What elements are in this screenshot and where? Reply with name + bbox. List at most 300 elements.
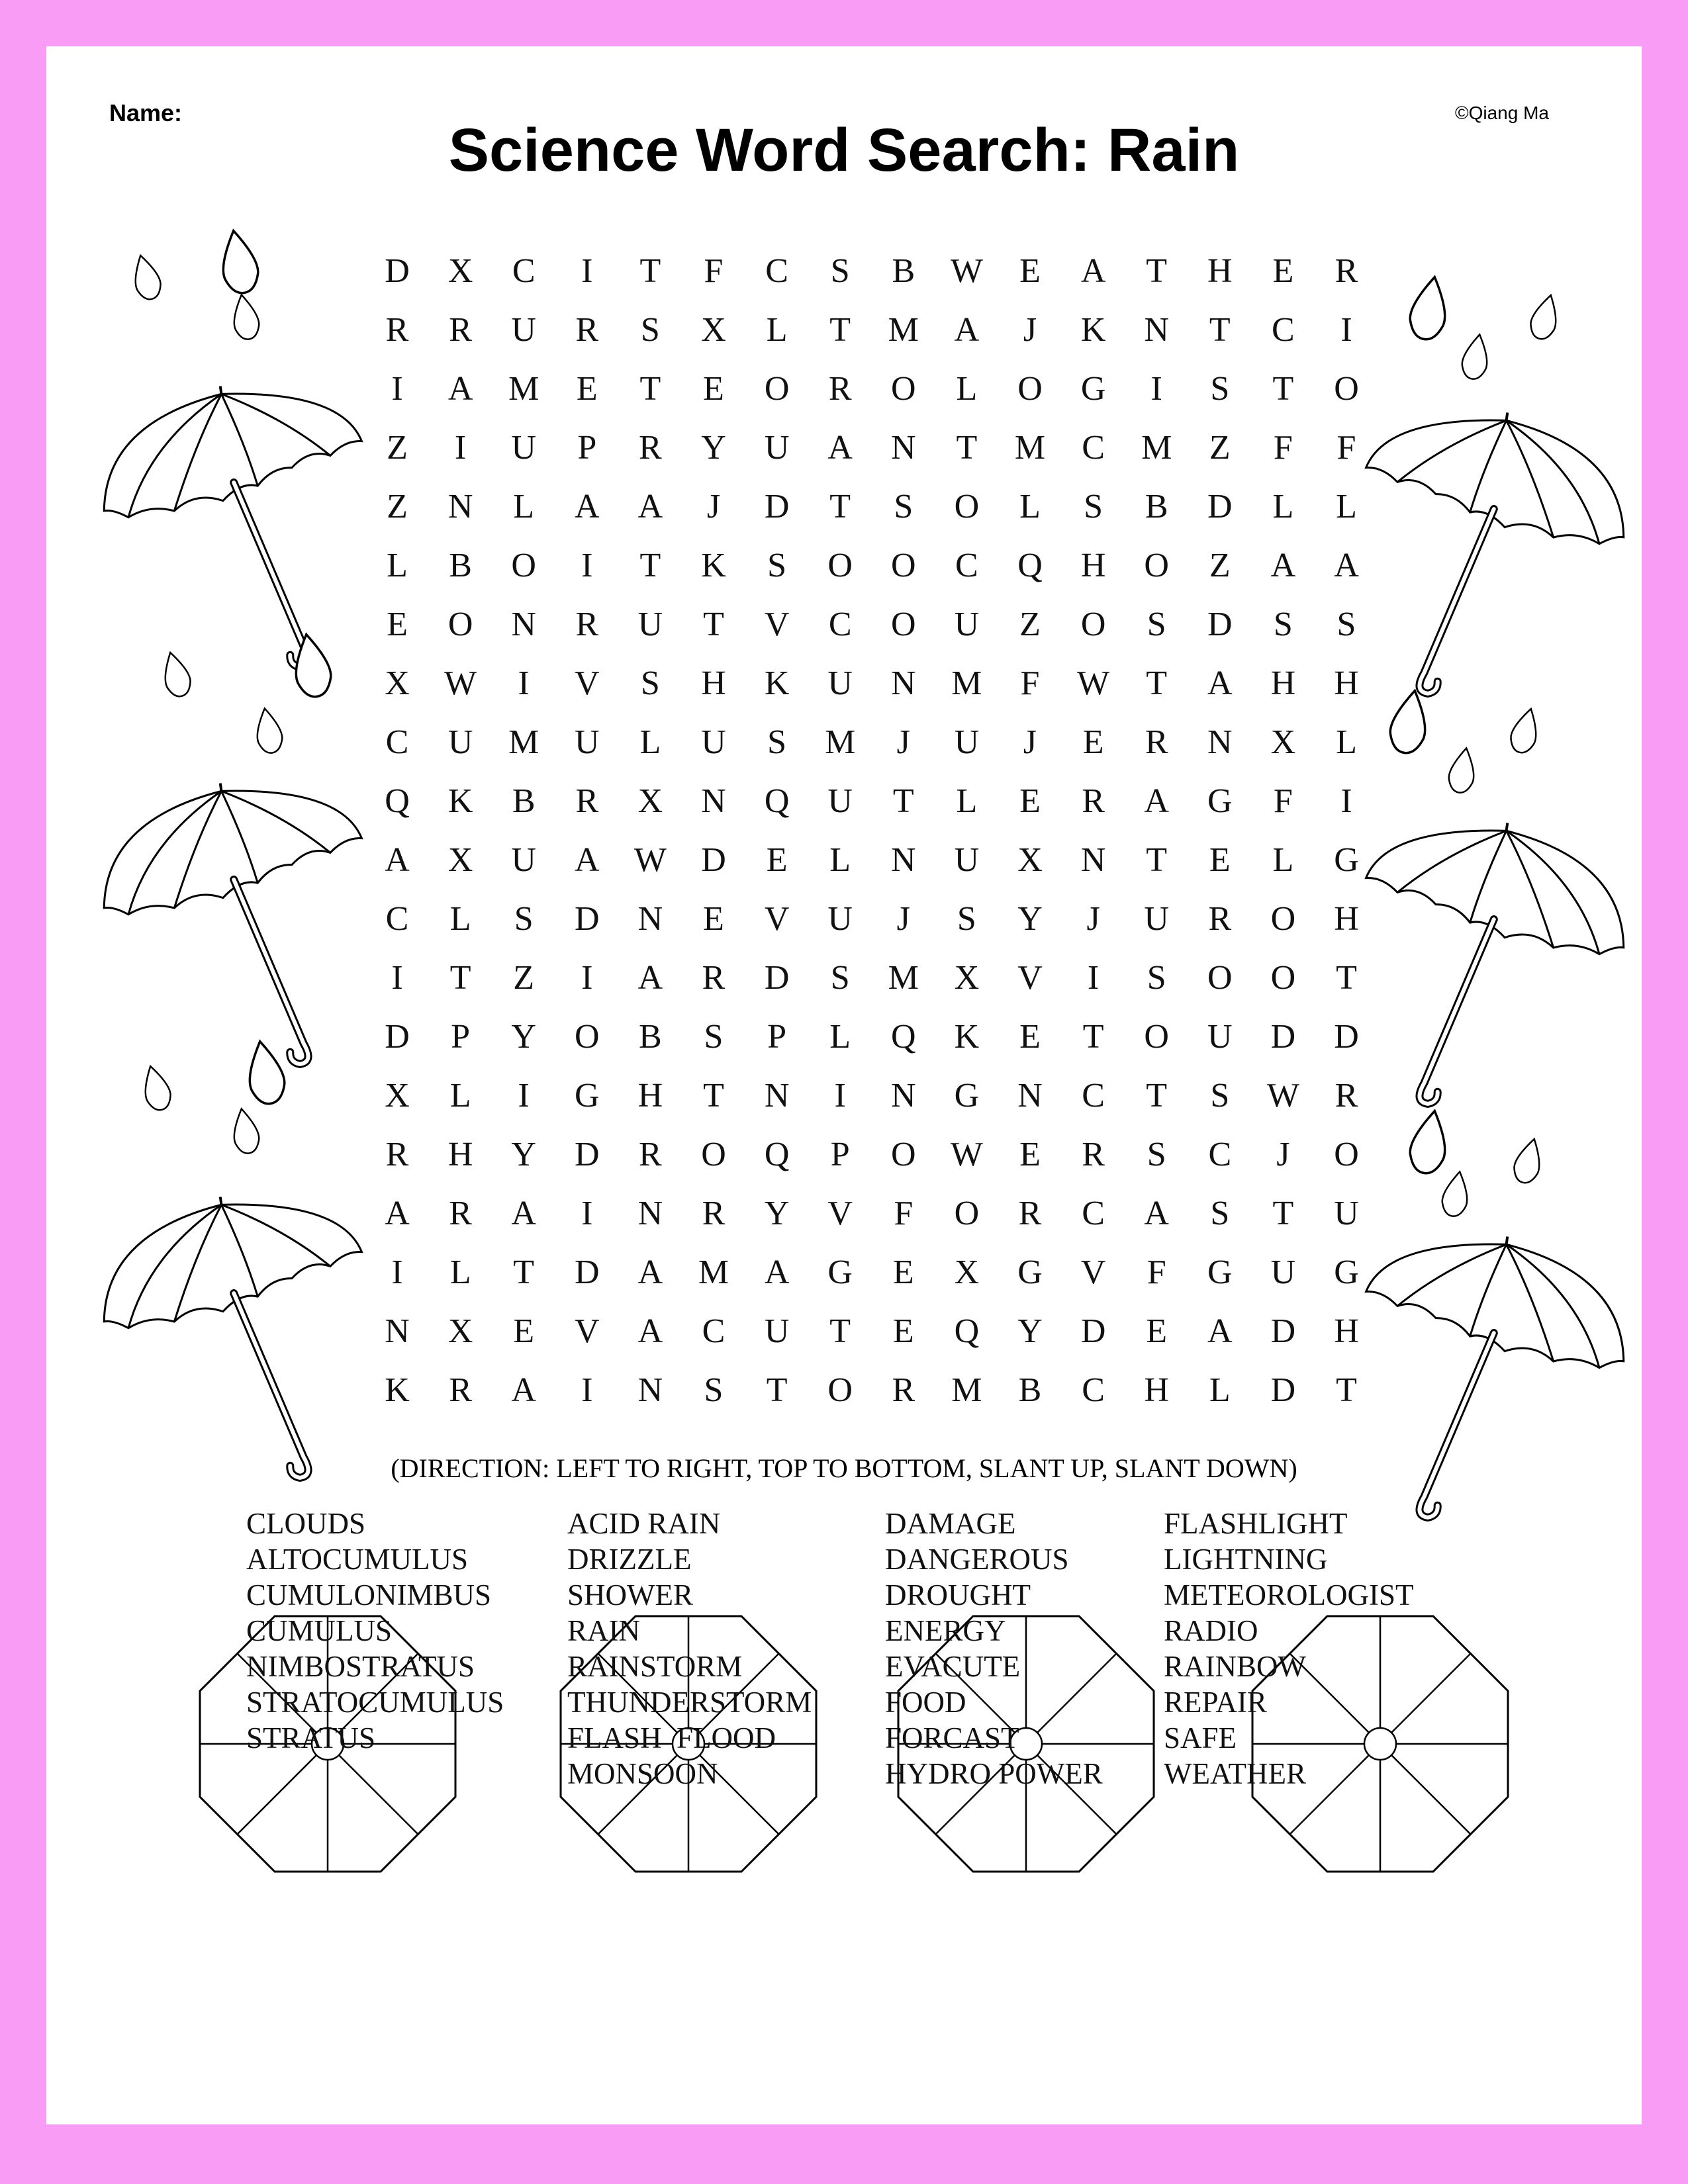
grid-letter: E bbox=[576, 370, 598, 408]
grid-letter: R bbox=[1145, 723, 1168, 761]
grid-letter: R bbox=[575, 782, 599, 820]
grid-letter: L bbox=[387, 547, 408, 584]
grid-letter: G bbox=[827, 1253, 853, 1291]
word-list-item: SAFE bbox=[1164, 1721, 1237, 1754]
grid-letter: I bbox=[581, 252, 593, 290]
word-list-item: CUMULONIMBUS bbox=[246, 1578, 492, 1612]
word-list-item: DANGEROUS bbox=[885, 1543, 1069, 1576]
grid-letter: X bbox=[385, 664, 410, 702]
grid-letter: M bbox=[1141, 429, 1172, 467]
grid-letter: I bbox=[391, 959, 403, 997]
raindrop-icon bbox=[1440, 1169, 1472, 1218]
raindrop-icon bbox=[243, 1038, 288, 1107]
grid-letter: G bbox=[575, 1077, 600, 1115]
name-label: Name: bbox=[109, 99, 183, 126]
grid-letter: O bbox=[511, 547, 536, 584]
word-list-item: NIMBOSTRATUS bbox=[246, 1650, 475, 1683]
grid-letter: I bbox=[1087, 959, 1100, 997]
grid-letter: R bbox=[449, 311, 472, 349]
grid-letter: R bbox=[702, 1195, 726, 1232]
grid-letter: N bbox=[637, 900, 663, 938]
grid-letter: N bbox=[891, 1077, 916, 1115]
grid-letter: B bbox=[512, 782, 536, 820]
grid-letter: W bbox=[1266, 1077, 1299, 1115]
raindrop-icon bbox=[1507, 705, 1543, 755]
grid-letter: R bbox=[1208, 900, 1232, 938]
grid-letter: A bbox=[1270, 547, 1296, 584]
word-list-item: DROUGHT bbox=[885, 1578, 1031, 1612]
grid-letter: O bbox=[1144, 1018, 1169, 1056]
raindrop-icon bbox=[216, 228, 261, 296]
grid-letter: R bbox=[639, 429, 662, 467]
grid-letter: N bbox=[637, 1195, 663, 1232]
grid-letter: S bbox=[1147, 606, 1166, 643]
grid-letter: U bbox=[954, 841, 980, 879]
raindrop-icon bbox=[229, 293, 261, 341]
grid-letter: O bbox=[1334, 370, 1359, 408]
grid-letter: I bbox=[1150, 370, 1162, 408]
grid-letter: E bbox=[1272, 252, 1294, 290]
grid-letter: U bbox=[827, 664, 853, 702]
grid-letter: S bbox=[767, 723, 787, 761]
grid-row bbox=[377, 948, 1397, 1007]
grid-letter: E bbox=[1019, 1018, 1041, 1056]
grid-letter: E bbox=[703, 900, 724, 938]
word-list-item: FORCAST bbox=[885, 1721, 1019, 1754]
grid-letter: T bbox=[1146, 1077, 1168, 1115]
grid-letter: F bbox=[894, 1195, 914, 1232]
grid-letter: S bbox=[514, 900, 534, 938]
grid-letter: N bbox=[891, 429, 916, 467]
grid-letter: J bbox=[1023, 311, 1037, 349]
grid-letter: O bbox=[891, 370, 916, 408]
grid-letter: T bbox=[766, 1371, 788, 1409]
grid-letter: T bbox=[1336, 1371, 1357, 1409]
grid-letter: L bbox=[1272, 488, 1294, 525]
word-list-item: RAINSTORM bbox=[567, 1650, 743, 1683]
grid-letter: T bbox=[829, 311, 851, 349]
grid-row bbox=[377, 1243, 1397, 1302]
grid-letter: L bbox=[449, 900, 471, 938]
grid-letter: V bbox=[1080, 1253, 1106, 1291]
grid-letter: I bbox=[391, 370, 403, 408]
grid-letter: I bbox=[1340, 782, 1352, 820]
grid-letter: R bbox=[1335, 1077, 1358, 1115]
grid-letter: P bbox=[451, 1018, 471, 1056]
grid-letter: A bbox=[385, 1195, 410, 1232]
word-list-item: THUNDERSTORM bbox=[567, 1686, 812, 1719]
grid-letter: J bbox=[896, 900, 910, 938]
grid-letter: C bbox=[955, 547, 978, 584]
grid-letter: J bbox=[896, 723, 910, 761]
grid-letter: I bbox=[518, 1077, 530, 1115]
word-list-item: ALTOCUMULUS bbox=[246, 1543, 469, 1576]
raindrop-icon bbox=[158, 649, 194, 699]
grid-letter: S bbox=[1210, 1077, 1230, 1115]
grid-letter: Z bbox=[387, 429, 408, 467]
grid-letter: E bbox=[1019, 252, 1041, 290]
grid-letter: C bbox=[385, 900, 409, 938]
grid-letter: T bbox=[639, 370, 661, 408]
grid-letter: Z bbox=[1019, 606, 1041, 643]
grid-letter: V bbox=[575, 664, 600, 702]
grid-letter: T bbox=[639, 252, 661, 290]
grid-letter: A bbox=[385, 841, 410, 879]
grid-letter: I bbox=[391, 1253, 403, 1291]
word-list-item: DAMAGE bbox=[885, 1507, 1016, 1540]
grid-letter: Y bbox=[701, 429, 726, 467]
word-list-column-4 bbox=[1164, 1506, 1413, 1792]
grid-letter: J bbox=[1023, 723, 1037, 761]
grid-letter: I bbox=[518, 664, 530, 702]
grid-letter: T bbox=[1209, 311, 1231, 349]
grid-letter: V bbox=[1017, 959, 1043, 997]
word-list-item: STRATOCUMULUS bbox=[246, 1686, 504, 1719]
grid-letter: C bbox=[765, 252, 788, 290]
grid-letter: F bbox=[1273, 782, 1293, 820]
grid-letter: G bbox=[1017, 1253, 1043, 1291]
grid-letter: O bbox=[701, 1136, 726, 1173]
grid-letter: N bbox=[1144, 311, 1169, 349]
grid-letter: T bbox=[892, 782, 914, 820]
grid-letter: A bbox=[575, 488, 600, 525]
grid-letter: A bbox=[637, 959, 663, 997]
grid-letter: B bbox=[449, 547, 472, 584]
grid-letter: X bbox=[447, 252, 473, 290]
grid-letter: M bbox=[1014, 429, 1046, 467]
grid-letter: C bbox=[385, 723, 409, 761]
grid-letter: Q bbox=[764, 782, 790, 820]
grid-letter: S bbox=[1147, 1136, 1166, 1173]
grid-letter: K bbox=[701, 547, 726, 584]
grid-letter: H bbox=[1334, 1312, 1359, 1350]
grid-letter: U bbox=[1334, 1195, 1359, 1232]
word-list-item: CUMULUS bbox=[246, 1614, 393, 1647]
grid-letter: A bbox=[447, 370, 473, 408]
grid-row bbox=[377, 1184, 1397, 1243]
page-title: Science Word Search: Rain bbox=[448, 116, 1240, 184]
grid-letter: G bbox=[1334, 1253, 1359, 1291]
grid-letter: J bbox=[1086, 900, 1100, 938]
grid-letter: A bbox=[637, 1253, 663, 1291]
grid-letter: Q bbox=[1017, 547, 1043, 584]
word-list-column-1 bbox=[246, 1506, 504, 1756]
grid-letter: U bbox=[764, 1312, 790, 1350]
grid-letter: T bbox=[1336, 959, 1357, 997]
grid-letter: A bbox=[511, 1195, 536, 1232]
grid-letter: C bbox=[702, 1312, 726, 1350]
word-list-item: HYDRO POWER bbox=[885, 1757, 1103, 1790]
grid-letter: Q bbox=[954, 1312, 980, 1350]
grid-letter: N bbox=[1017, 1077, 1043, 1115]
grid-letter: H bbox=[1334, 900, 1359, 938]
grid-letter: A bbox=[1207, 1312, 1233, 1350]
grid-letter: T bbox=[1146, 252, 1168, 290]
grid-letter: O bbox=[1270, 900, 1296, 938]
grid-letter: Y bbox=[511, 1136, 536, 1173]
grid-letter: O bbox=[575, 1018, 600, 1056]
grid-letter: T bbox=[829, 488, 851, 525]
grid-letter: M bbox=[888, 311, 919, 349]
umbrella-icon bbox=[89, 765, 392, 1088]
grid-letter: U bbox=[575, 723, 600, 761]
grid-letter: X bbox=[701, 311, 726, 349]
grid-letter: S bbox=[640, 664, 660, 702]
grid-letter: U bbox=[637, 606, 663, 643]
word-list-item: FLASH FLOOD bbox=[567, 1721, 776, 1754]
grid-letter: K bbox=[1080, 311, 1106, 349]
grid-letter: A bbox=[637, 1312, 663, 1350]
grid-letter: N bbox=[891, 841, 916, 879]
grid-letter: R bbox=[1335, 252, 1358, 290]
grid-letter: L bbox=[1209, 1371, 1231, 1409]
grid-letter: F bbox=[1020, 664, 1040, 702]
grid-letter: Z bbox=[387, 488, 408, 525]
grid-letter: O bbox=[954, 488, 980, 525]
grid-letter: E bbox=[387, 606, 408, 643]
grid-letter: S bbox=[1273, 606, 1293, 643]
grid-letter: S bbox=[640, 311, 660, 349]
grid-row bbox=[377, 300, 1397, 359]
grid-letter: S bbox=[1210, 370, 1230, 408]
grid-letter: S bbox=[1210, 1195, 1230, 1232]
word-list-item: ACID RAIN bbox=[567, 1507, 721, 1540]
word-list-item: LIGHTNING bbox=[1164, 1543, 1328, 1576]
grid-letter: H bbox=[637, 1077, 663, 1115]
grid-letter: T bbox=[513, 1253, 535, 1291]
grid-letter: M bbox=[508, 723, 539, 761]
grid-letter: R bbox=[449, 1195, 472, 1232]
grid-letter: O bbox=[1207, 959, 1233, 997]
word-list-item: ENERGY bbox=[885, 1614, 1006, 1647]
grid-row bbox=[377, 713, 1397, 772]
grid-letter: R bbox=[828, 370, 852, 408]
grid-letter: H bbox=[1207, 252, 1233, 290]
grid-letter: M bbox=[888, 959, 919, 997]
grid-letter: U bbox=[1144, 900, 1169, 938]
grid-letter: G bbox=[1334, 841, 1359, 879]
grid-letter: D bbox=[1270, 1312, 1296, 1350]
grid-letter: Z bbox=[1209, 429, 1231, 467]
grid-letter: D bbox=[764, 959, 790, 997]
grid-letter: U bbox=[447, 723, 473, 761]
grid-letter: X bbox=[385, 1077, 410, 1115]
grid-letter: V bbox=[764, 900, 790, 938]
grid-letter: T bbox=[1082, 1018, 1104, 1056]
grid-letter: E bbox=[1019, 782, 1041, 820]
word-list-column-3 bbox=[885, 1506, 1103, 1792]
grid-letter: I bbox=[581, 547, 593, 584]
grid-letter: T bbox=[1146, 664, 1168, 702]
grid-letter: D bbox=[1270, 1018, 1296, 1056]
grid-letter: I bbox=[581, 959, 593, 997]
grid-letter: S bbox=[894, 488, 914, 525]
grid-letter: N bbox=[637, 1371, 663, 1409]
grid-letter: L bbox=[956, 782, 978, 820]
grid-letter: A bbox=[575, 841, 600, 879]
raindrop-icon bbox=[1407, 1108, 1452, 1176]
grid-letter: F bbox=[1147, 1253, 1166, 1291]
grid-row bbox=[377, 1125, 1397, 1184]
word-list-item: RAIN bbox=[567, 1614, 640, 1647]
grid-letter: T bbox=[703, 606, 724, 643]
grid-letter: R bbox=[1018, 1195, 1042, 1232]
word-list-column-2 bbox=[567, 1506, 812, 1792]
grid-letter: D bbox=[575, 900, 600, 938]
grid-letter: T bbox=[639, 547, 661, 584]
grid-letter: R bbox=[575, 606, 599, 643]
grid-letter: V bbox=[575, 1312, 600, 1350]
grid-letter: F bbox=[1336, 429, 1356, 467]
grid-letter: U bbox=[764, 429, 790, 467]
grid-letter: I bbox=[454, 429, 467, 467]
grid-letter: B bbox=[892, 252, 915, 290]
grid-letter: R bbox=[1082, 1136, 1105, 1173]
grid-letter: R bbox=[449, 1371, 472, 1409]
grid-letter: D bbox=[575, 1136, 600, 1173]
grid-letter: U bbox=[511, 841, 536, 879]
grid-letter: O bbox=[1334, 1136, 1359, 1173]
grid-row bbox=[377, 831, 1397, 889]
grid-row bbox=[377, 889, 1397, 948]
grid-letter: E bbox=[892, 1253, 914, 1291]
grid-letter: G bbox=[1207, 1253, 1233, 1291]
word-list-item: CLOUDS bbox=[246, 1507, 366, 1540]
grid-letter: X bbox=[447, 841, 473, 879]
word-list-item: METEOROLOGIST bbox=[1164, 1578, 1414, 1612]
grid-letter: M bbox=[698, 1253, 729, 1291]
grid-letter: U bbox=[701, 723, 726, 761]
grid-letter: T bbox=[1272, 1195, 1294, 1232]
grid-letter: D bbox=[1207, 488, 1233, 525]
grid-letter: H bbox=[1080, 547, 1106, 584]
grid-letter: D bbox=[764, 488, 790, 525]
grid-letter: S bbox=[767, 547, 787, 584]
grid-letter: D bbox=[1270, 1371, 1296, 1409]
grid-row bbox=[377, 1302, 1397, 1361]
grid-letter: M bbox=[951, 1371, 982, 1409]
grid-letter: O bbox=[827, 547, 853, 584]
grid-letter: B bbox=[1145, 488, 1168, 525]
grid-letter: O bbox=[1080, 606, 1106, 643]
grid-letter: E bbox=[1019, 1136, 1041, 1173]
grid-letter: H bbox=[447, 1136, 473, 1173]
grid-letter: D bbox=[701, 841, 726, 879]
word-list-item: RAINBOW bbox=[1164, 1650, 1306, 1683]
grid-letter: L bbox=[449, 1077, 471, 1115]
grid-letter: T bbox=[703, 1077, 724, 1115]
grid-letter: D bbox=[1334, 1018, 1359, 1056]
grid-letter: D bbox=[1207, 606, 1233, 643]
grid-letter: L bbox=[513, 488, 535, 525]
grid-letter: A bbox=[1144, 1195, 1169, 1232]
grid-letter: U bbox=[827, 782, 853, 820]
grid-letter: W bbox=[633, 841, 667, 879]
grid-letter: T bbox=[1146, 841, 1168, 879]
grid-letter: N bbox=[764, 1077, 790, 1115]
grid-row bbox=[377, 477, 1397, 536]
grid-letter: T bbox=[1272, 370, 1294, 408]
grid-letter: O bbox=[827, 1371, 853, 1409]
grid-letter: S bbox=[1084, 488, 1103, 525]
grid-letter: C bbox=[1082, 1195, 1105, 1232]
grid-letter: Y bbox=[1017, 1312, 1043, 1350]
word-list-item: SHOWER bbox=[567, 1578, 693, 1612]
raindrop-icon bbox=[1446, 746, 1478, 794]
grid-letter: K bbox=[954, 1018, 980, 1056]
grid-letter: J bbox=[1276, 1136, 1290, 1173]
worksheet-page bbox=[46, 46, 1642, 2124]
grid-letter: H bbox=[1144, 1371, 1169, 1409]
grid-letter: A bbox=[764, 1253, 790, 1291]
grid-letter: Y bbox=[1017, 900, 1043, 938]
word-list-item: FLASHLIGHT bbox=[1164, 1507, 1348, 1540]
grid-letter: B bbox=[1018, 1371, 1042, 1409]
grid-letter: F bbox=[704, 252, 724, 290]
grid-letter: E bbox=[766, 841, 788, 879]
grid-letter: W bbox=[950, 252, 983, 290]
grid-letter: L bbox=[639, 723, 661, 761]
raindrop-icon bbox=[252, 706, 284, 754]
grid-letter: D bbox=[575, 1253, 600, 1291]
raindrop-icon bbox=[1527, 292, 1563, 341]
grid-letter: O bbox=[891, 1136, 916, 1173]
word-list-item: EVACUTE bbox=[885, 1650, 1021, 1683]
grid-letter: U bbox=[511, 311, 536, 349]
grid-row bbox=[377, 1007, 1397, 1066]
grid-letter: B bbox=[639, 1018, 662, 1056]
grid-letter: C bbox=[1082, 429, 1105, 467]
grid-letter: S bbox=[830, 959, 850, 997]
raindrop-icon bbox=[1511, 1136, 1546, 1185]
grid-letter: N bbox=[511, 606, 536, 643]
grid-letter: O bbox=[954, 1195, 980, 1232]
grid-row bbox=[377, 1361, 1397, 1420]
raindrop-icon bbox=[1407, 274, 1452, 342]
grid-letter: A bbox=[637, 488, 663, 525]
raindrop-icon bbox=[229, 1107, 261, 1155]
grid-letter: O bbox=[891, 547, 916, 584]
grid-letter: R bbox=[385, 311, 409, 349]
grid-letter: C bbox=[1272, 311, 1295, 349]
grid-letter: L bbox=[1336, 723, 1357, 761]
grid-letter: K bbox=[385, 1371, 410, 1409]
grid-letter: U bbox=[827, 900, 853, 938]
grid-letter: A bbox=[1334, 547, 1359, 584]
word-list-item: REPAIR bbox=[1164, 1686, 1267, 1719]
grid-row bbox=[377, 1066, 1397, 1125]
grid-letter: K bbox=[447, 782, 473, 820]
grid-letter: E bbox=[703, 370, 724, 408]
grid-row bbox=[377, 654, 1397, 713]
word-list-item: MONSOON bbox=[567, 1757, 718, 1790]
grid-row bbox=[377, 536, 1397, 595]
grid-letter: J bbox=[706, 488, 721, 525]
grid-letter: S bbox=[704, 1018, 724, 1056]
grid-letter: M bbox=[825, 723, 856, 761]
word-list-item: STRATUS bbox=[246, 1721, 376, 1754]
raindrop-icon bbox=[128, 252, 164, 302]
grid-letter: M bbox=[508, 370, 539, 408]
grid-letter: G bbox=[954, 1077, 980, 1115]
grid-letter: P bbox=[767, 1018, 787, 1056]
grid-letter: E bbox=[1209, 841, 1231, 879]
grid-letter: C bbox=[512, 252, 536, 290]
grid-letter: P bbox=[830, 1136, 850, 1173]
grid-letter: R bbox=[892, 1371, 915, 1409]
grid-row bbox=[377, 772, 1397, 831]
grid-letter: L bbox=[1336, 488, 1357, 525]
